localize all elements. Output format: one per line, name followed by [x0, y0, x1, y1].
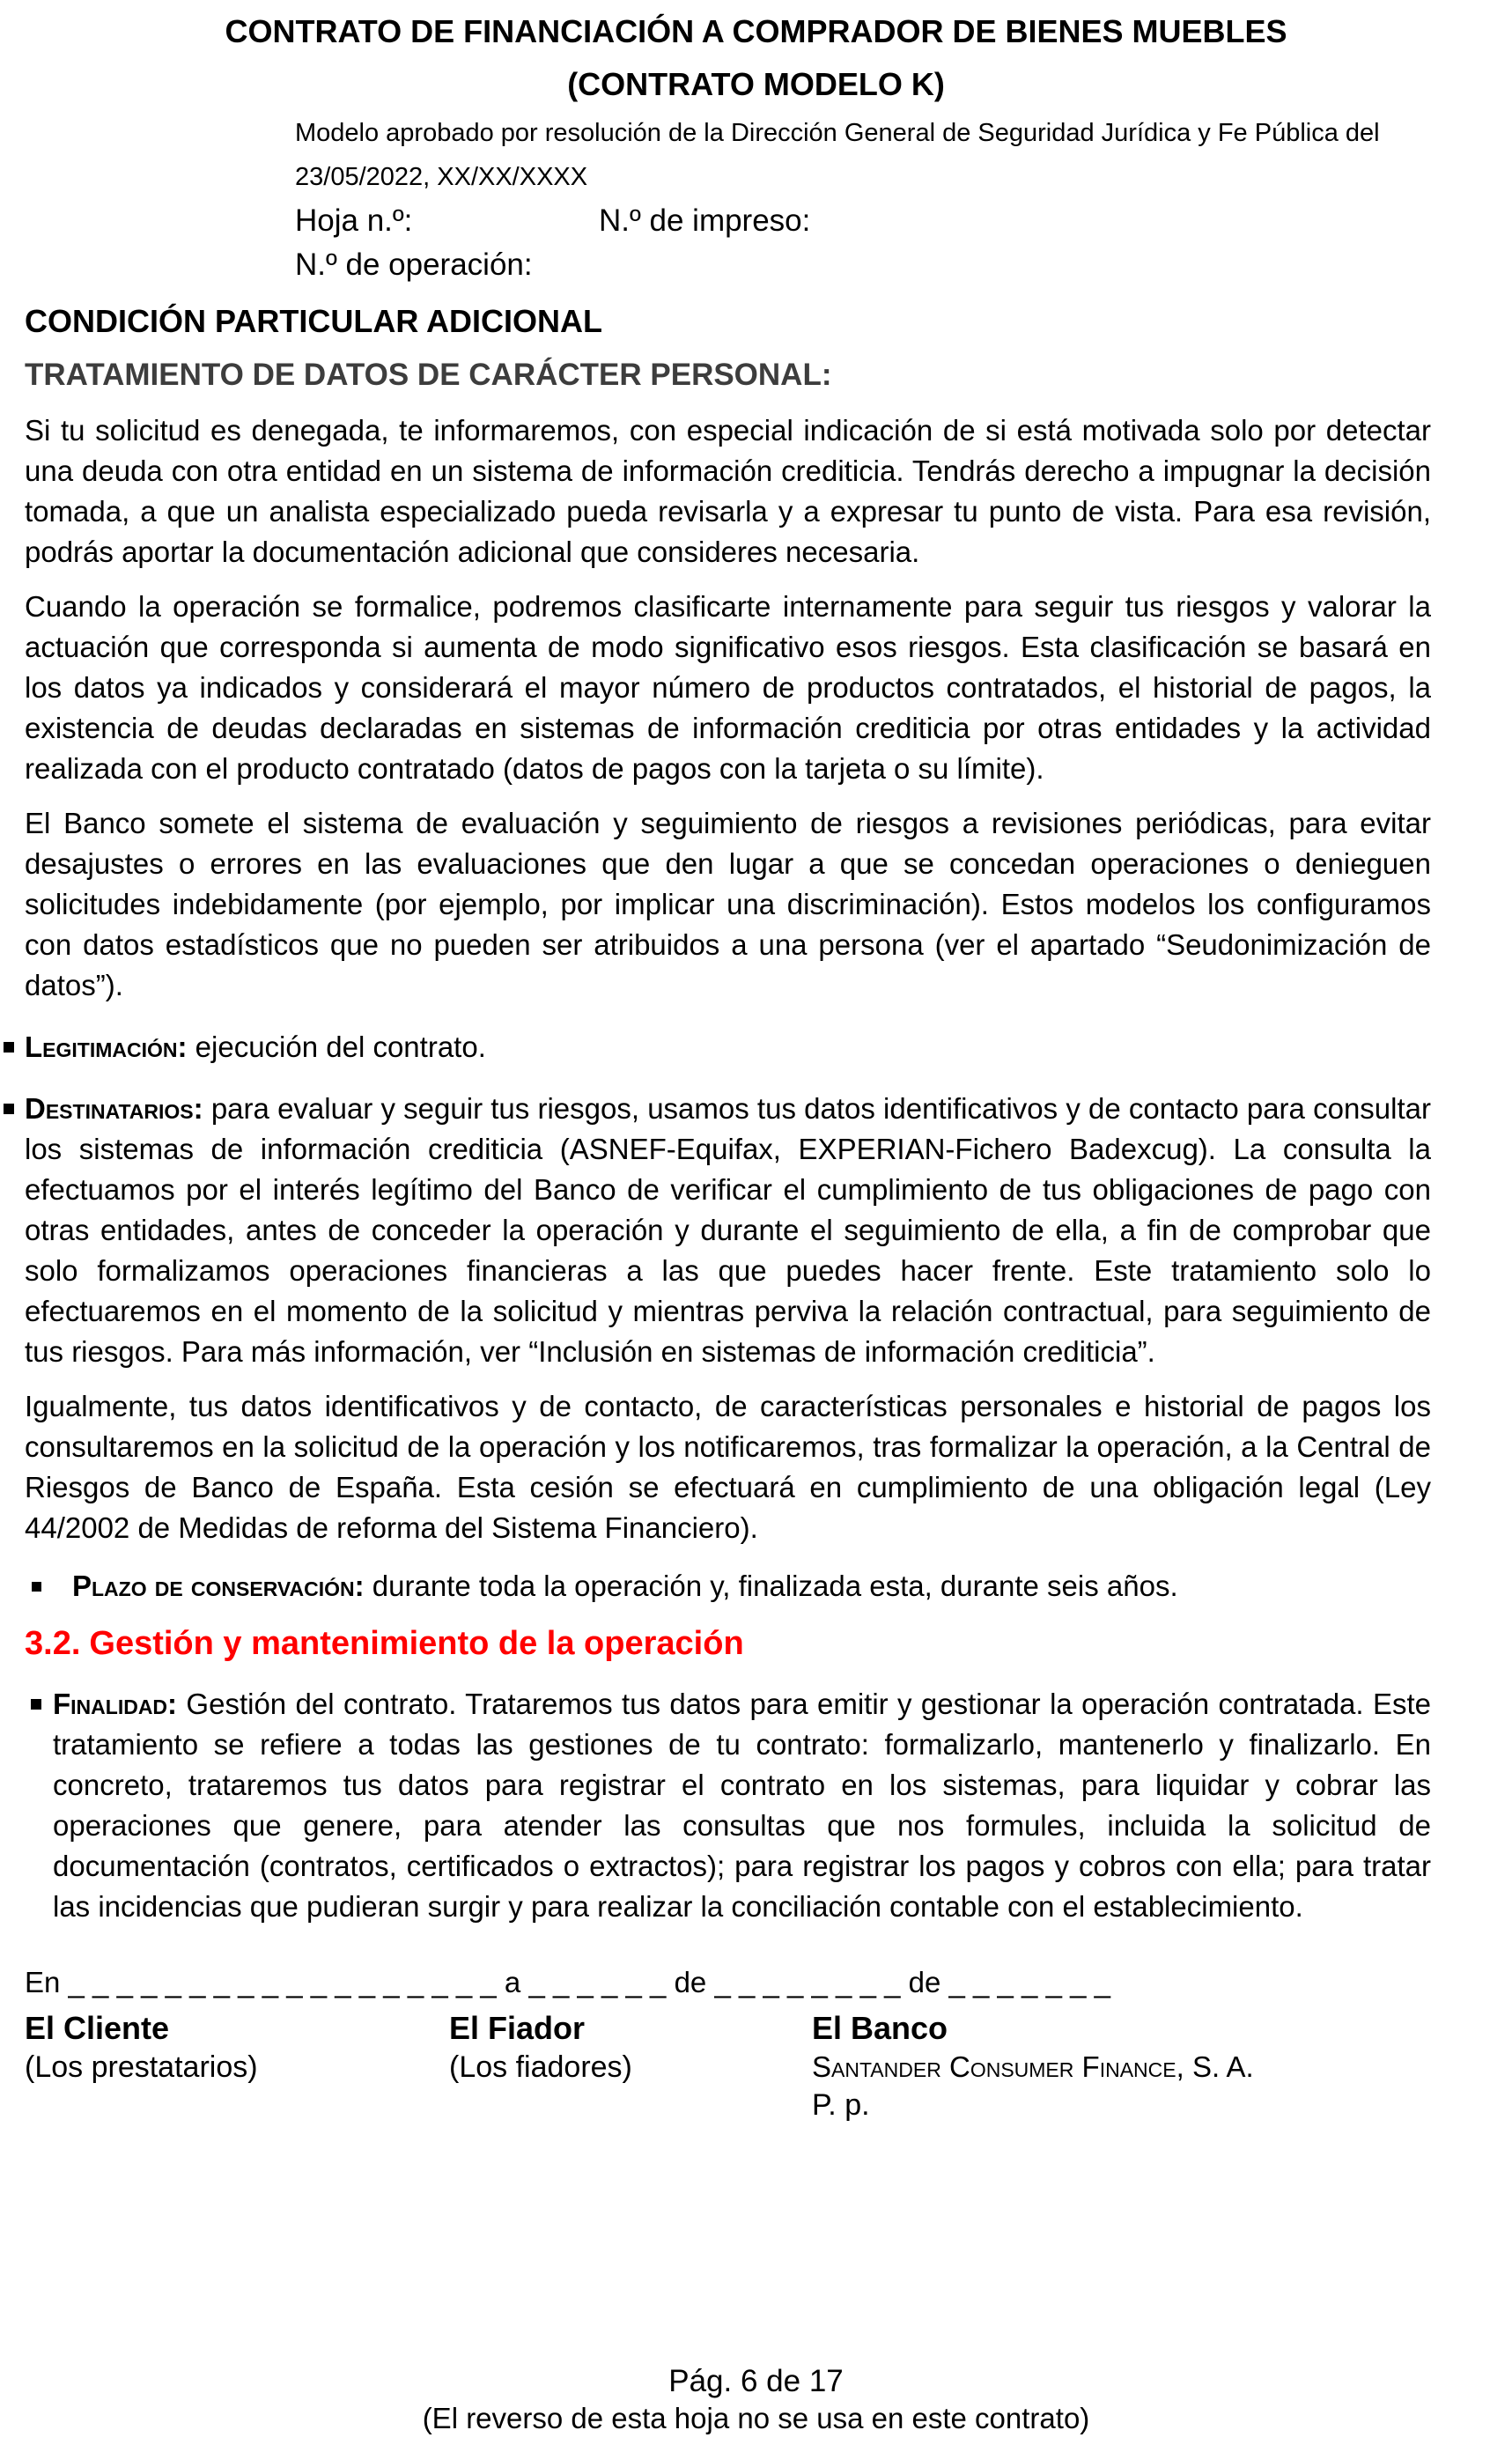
operation-number-label: N.º de operación: [295, 247, 533, 282]
signature-client-title: El Cliente [25, 2010, 170, 2046]
bullet-legitimacion-label: Legitimación: [25, 1030, 188, 1063]
document-subtitle: (CONTRATO MODELO K) [567, 66, 945, 102]
bullet-finalidad-label: Finalidad: [53, 1688, 178, 1720]
data-treatment-heading: TRATAMIENTO DE DATOS DE CARÁCTER PERSONAL: [25, 358, 832, 392]
subsection-3-2-heading [25, 1621, 1431, 1666]
document-title: CONTRATO DE FINANCIACIÓN A COMPRADOR DE BIENES MUEBLES [225, 13, 1287, 49]
square-bullet-icon [32, 1582, 41, 1592]
fields-row [295, 199, 1512, 243]
form-fields [295, 199, 1512, 287]
bullet-plazo-label: Plazo de conservación: [72, 1570, 365, 1602]
subsection-title: Gestión y mantenimiento de la operación [89, 1625, 744, 1662]
signature-guarantor-subtitle: (Los fiadores) [449, 2050, 632, 2084]
signature-date-line: En _ _ _ _ _ _ _ _ _ _ _ _ _ _ _ _ _ _ a _ _ _ _ _ _ de _ _ _ _ _ _ _ _ de _ _ _ _ _ _ _ [25, 1966, 1110, 1998]
square-bullet-icon [4, 1042, 14, 1053]
page-footer [0, 2362, 1512, 2436]
bullet-finalidad-text: Gestión del contrato. Trataremos tus datos para emitir y gestionar la operación contratada. Este tratamiento se refiere a todas las gestiones de tu contrato: formalizarlo, mantenerlo y finalizarlo. En concreto, trataremos tus datos para registrar el contrato en los sistemas, para liquidar y cobrar las operaciones que genere, para atender las consultas que nos formules, incluida la solicitud de documentación (contratos, certificados o extractos); para registrar los pagos y cobros con ella; para tratar las incidencias que pudieran surgir y para realizar la conciliación contable con el establecimiento. [53, 1688, 1431, 1923]
bullet-destinatarios-label: Destinatarios: [25, 1092, 203, 1125]
signature-bank-name: Santander Consumer Finance, S. A. [812, 2050, 1254, 2083]
square-bullet-icon [31, 1699, 41, 1710]
footer-note: (El reverso de esta hoja no se usa en este contrato) [422, 2402, 1090, 2434]
paragraph-cirbe-notification: Igualmente, tus datos identificativos y de contacto, de características personales e historial de pagos los consultaremos en la solicitud de la operación y los notificaremos, tras formalizar la operación, a la Central de Riesgos de Banco de España. Esta cesión se efectuará en cumplimiento de una obligación legal (Ley 44/2002 de Medidas de reforma del Sistema Financiero). [25, 1390, 1431, 1544]
sheet-number-label: Hoja n.º: [295, 203, 413, 238]
bullet-plazo-text: durante toda la operación y, finalizada esta, durante seis años. [364, 1570, 1178, 1602]
approval-note-line2: 23/05/2022, XX/XX/XXXX [295, 163, 588, 191]
signature-block [25, 2008, 1431, 2124]
signature-bank-column [812, 2008, 1431, 2124]
document-header [0, 5, 1512, 287]
signature-client-subtitle: (Los prestatarios) [25, 2050, 258, 2084]
signature-bank-title: El Banco [812, 2010, 948, 2046]
print-number-label: N.º de impreso: [599, 203, 811, 238]
square-bullet-icon [4, 1104, 14, 1114]
section-heading: CONDICIÓN PARTICULAR ADICIONAL [25, 303, 602, 339]
bullet-finalidad [53, 1684, 1431, 1927]
bullet-destinatarios-text: para evaluar y seguir tus riesgos, usamos tus datos identificativos y de contacto para consultar los sistemas de información crediticia (ASNEF-Equifax, EXPERIAN-Fichero Badexcug). La consulta la efectuamos por el interés legítimo del Banco de verificar el cumplimiento de tus obligaciones de pago con otras entidades, antes de conceder la operación y durante el seguimiento de ella, a fin de comprobar que solo formalizamos operaciones financieras a las que puedes hacer frente. Este tratamiento solo lo efectuaremos en el momento de la solicitud y mientras perviva la relación contractual, para seguimiento de tus riesgos. Para más información, ver “Inclusión en sistemas de información crediticia”. [25, 1092, 1431, 1368]
paragraph-internal-classification: Cuando la operación se formalice, podremos clasificarte internamente para seguir tus riesgos y valorar la actuación que corresponda si aumenta de modo significativo esos riesgos. Esta clasificación se basará en los datos ya indicados y considerará el mayor número de productos contratados, el historial de pagos, la existencia de deudas declaradas en sistemas de información crediticia por otras entidades y la actividad realizada con el producto contratado (datos de pagos con la tarjeta o su límite). [25, 590, 1431, 785]
bullet-plazo-conservacion [72, 1566, 1431, 1607]
signature-guarantor-title: El Fiador [449, 2010, 586, 2046]
paragraph-denied-request: Si tu solicitud es denegada, te informaremos, con especial indicación de si está motivada solo por detectar una deuda con otra entidad en un sistema de información crediticia. Tendrás derecho a impugnar la decisión tomada, a que un analista especializado pueda revisarla y a expresar tu punto de vista. Para esa revisión, podrás aportar la documentación adicional que consideres necesaria. [25, 414, 1431, 568]
paragraph-risk-review: El Banco somete el sistema de evaluación y seguimiento de riesgos a revisiones periódicas, para evitar desajustes o errores en las evaluaciones que den lugar a que se concedan operaciones o denieguen solicitudes indebidamente (por ejemplo, por implicar una discriminación). Estos modelos los configuramos con datos estadísticos que no pueden ser atribuidos a una persona (ver el apartado “Seudonimización de datos”). [25, 807, 1431, 1001]
bullet-legitimacion-text: ejecución del contrato. [187, 1030, 486, 1063]
approval-note-line1: Modelo aprobado por resolución de la Dirección General de Seguridad Jurídica y Fe Pública del [295, 119, 1380, 147]
bullet-destinatarios [25, 1089, 1431, 1372]
subsection-number: 3.2. [25, 1625, 81, 1662]
signature-client-column [25, 2008, 449, 2124]
signature-guarantor-column [449, 2008, 812, 2124]
approval-note [295, 111, 1512, 199]
signature-bank-pp: P. p. [812, 2088, 870, 2122]
bullet-legitimacion [25, 1027, 1431, 1067]
page-number: Pág. 6 de 17 [668, 2364, 844, 2398]
